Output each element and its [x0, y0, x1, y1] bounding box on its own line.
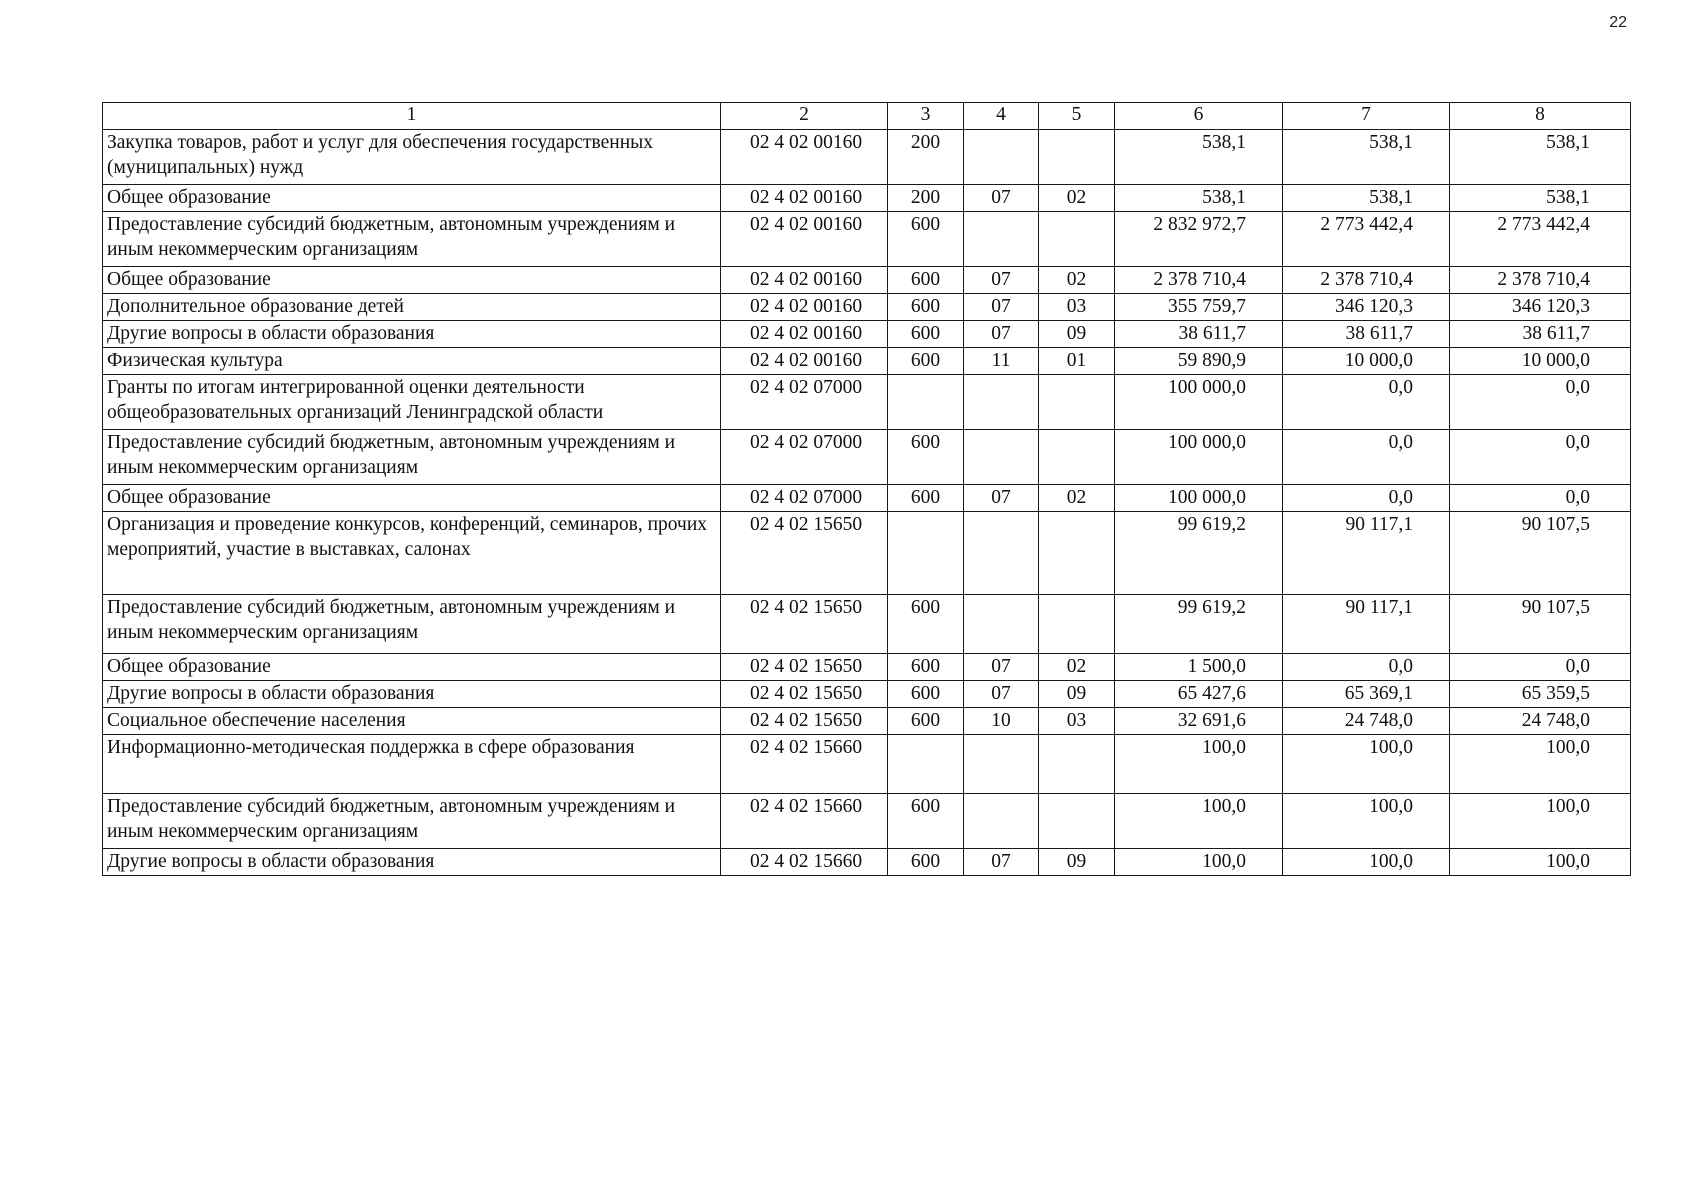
cell-expense-type: 600 — [888, 212, 964, 267]
cell-subsection: 03 — [1039, 708, 1115, 735]
cell-target-article: 02 4 02 00160 — [721, 348, 888, 375]
cell-value-col8: 100,0 — [1450, 794, 1631, 849]
cell-value-col7: 100,0 — [1283, 794, 1450, 849]
cell-value-col7: 538,1 — [1283, 185, 1450, 212]
cell-value-col8: 90 107,5 — [1450, 595, 1631, 654]
cell-name: Предоставление субсидий бюджетным, автономным учреждениям и иным некоммерческим организациям — [103, 595, 721, 654]
page-number: 22 — [1609, 14, 1627, 31]
cell-section: 07 — [964, 849, 1039, 876]
cell-value-col7: 0,0 — [1283, 430, 1450, 485]
cell-value-col8: 538,1 — [1450, 130, 1631, 185]
cell-section — [964, 212, 1039, 267]
cell-expense-type: 600 — [888, 708, 964, 735]
cell-value-col7: 24 748,0 — [1283, 708, 1450, 735]
cell-value-col7: 538,1 — [1283, 130, 1450, 185]
col-header-4: 4 — [964, 103, 1039, 130]
header-row — [103, 103, 1631, 130]
cell-name: Другие вопросы в области образования — [103, 321, 721, 348]
cell-value-col6: 65 427,6 — [1115, 681, 1283, 708]
table-row — [103, 654, 1631, 681]
cell-name: Общее образование — [103, 185, 721, 212]
cell-value-col7: 0,0 — [1283, 485, 1450, 512]
table-row — [103, 512, 1631, 595]
cell-section — [964, 794, 1039, 849]
cell-name: Общее образование — [103, 267, 721, 294]
cell-value-col6: 99 619,2 — [1115, 595, 1283, 654]
cell-value-col7: 100,0 — [1283, 735, 1450, 794]
table-row — [103, 681, 1631, 708]
cell-subsection: 01 — [1039, 348, 1115, 375]
table-row — [103, 430, 1631, 485]
cell-subsection — [1039, 595, 1115, 654]
table-row — [103, 130, 1631, 185]
cell-name: Предоставление субсидий бюджетным, автономным учреждениям и иным некоммерческим организациям — [103, 794, 721, 849]
col-header-7: 7 — [1283, 103, 1450, 130]
cell-section — [964, 595, 1039, 654]
table-row — [103, 185, 1631, 212]
cell-target-article: 02 4 02 00160 — [721, 185, 888, 212]
table-row — [103, 375, 1631, 430]
cell-name: Общее образование — [103, 485, 721, 512]
cell-subsection — [1039, 512, 1115, 595]
cell-subsection: 02 — [1039, 267, 1115, 294]
cell-value-col6: 100 000,0 — [1115, 430, 1283, 485]
cell-value-col8: 10 000,0 — [1450, 348, 1631, 375]
cell-value-col8: 346 120,3 — [1450, 294, 1631, 321]
col-header-6: 6 — [1115, 103, 1283, 130]
cell-target-article: 02 4 02 00160 — [721, 212, 888, 267]
cell-target-article: 02 4 02 07000 — [721, 375, 888, 430]
cell-expense-type: 600 — [888, 294, 964, 321]
cell-value-col8: 38 611,7 — [1450, 321, 1631, 348]
cell-section: 07 — [964, 681, 1039, 708]
table-row — [103, 708, 1631, 735]
cell-value-col8: 0,0 — [1450, 485, 1631, 512]
table-row — [103, 849, 1631, 876]
cell-expense-type: 200 — [888, 130, 964, 185]
cell-value-col8: 0,0 — [1450, 430, 1631, 485]
table-row — [103, 212, 1631, 267]
cell-target-article: 02 4 02 15660 — [721, 794, 888, 849]
cell-value-col8: 0,0 — [1450, 654, 1631, 681]
cell-expense-type: 600 — [888, 681, 964, 708]
cell-expense-type: 600 — [888, 849, 964, 876]
cell-value-col7: 90 117,1 — [1283, 512, 1450, 595]
cell-subsection: 09 — [1039, 321, 1115, 348]
cell-expense-type — [888, 375, 964, 430]
cell-expense-type — [888, 512, 964, 595]
table-row — [103, 735, 1631, 794]
cell-expense-type: 600 — [888, 595, 964, 654]
cell-subsection — [1039, 212, 1115, 267]
cell-value-col6: 32 691,6 — [1115, 708, 1283, 735]
cell-value-col8: 2 773 442,4 — [1450, 212, 1631, 267]
cell-name: Информационно-методическая поддержка в сфере образования — [103, 735, 721, 794]
cell-value-col7: 346 120,3 — [1283, 294, 1450, 321]
cell-value-col7: 0,0 — [1283, 654, 1450, 681]
cell-value-col7: 38 611,7 — [1283, 321, 1450, 348]
table-row — [103, 321, 1631, 348]
cell-value-col6: 99 619,2 — [1115, 512, 1283, 595]
cell-subsection: 09 — [1039, 681, 1115, 708]
table-header — [103, 103, 1631, 130]
cell-section: 07 — [964, 321, 1039, 348]
cell-name: Дополнительное образование детей — [103, 294, 721, 321]
cell-target-article: 02 4 02 00160 — [721, 267, 888, 294]
cell-subsection — [1039, 794, 1115, 849]
cell-section: 07 — [964, 267, 1039, 294]
col-header-5: 5 — [1039, 103, 1115, 130]
cell-section — [964, 130, 1039, 185]
cell-value-col8: 100,0 — [1450, 735, 1631, 794]
cell-subsection — [1039, 130, 1115, 185]
cell-expense-type: 600 — [888, 485, 964, 512]
cell-value-col8: 90 107,5 — [1450, 512, 1631, 595]
cell-target-article: 02 4 02 15650 — [721, 654, 888, 681]
table-body — [103, 130, 1631, 876]
cell-subsection: 02 — [1039, 485, 1115, 512]
cell-name: Организация и проведение конкурсов, конференций, семинаров, прочих мероприятий, участие в выставках, салонах — [103, 512, 721, 595]
cell-expense-type: 600 — [888, 654, 964, 681]
cell-section — [964, 430, 1039, 485]
cell-expense-type: 600 — [888, 430, 964, 485]
cell-subsection: 02 — [1039, 185, 1115, 212]
cell-value-col6: 1 500,0 — [1115, 654, 1283, 681]
cell-section — [964, 735, 1039, 794]
cell-section — [964, 512, 1039, 595]
cell-value-col8: 24 748,0 — [1450, 708, 1631, 735]
cell-expense-type: 600 — [888, 348, 964, 375]
cell-section — [964, 375, 1039, 430]
cell-subsection: 02 — [1039, 654, 1115, 681]
cell-value-col6: 100,0 — [1115, 794, 1283, 849]
cell-name: Другие вопросы в области образования — [103, 681, 721, 708]
col-header-2: 2 — [721, 103, 888, 130]
cell-value-col6: 2 378 710,4 — [1115, 267, 1283, 294]
cell-name: Физическая культура — [103, 348, 721, 375]
cell-subsection — [1039, 735, 1115, 794]
cell-name: Предоставление субсидий бюджетным, автономным учреждениям и иным некоммерческим организациям — [103, 212, 721, 267]
cell-section: 07 — [964, 654, 1039, 681]
cell-name: Предоставление субсидий бюджетным, автономным учреждениям и иным некоммерческим организациям — [103, 430, 721, 485]
cell-value-col8: 538,1 — [1450, 185, 1631, 212]
cell-value-col6: 2 832 972,7 — [1115, 212, 1283, 267]
cell-target-article: 02 4 02 00160 — [721, 294, 888, 321]
table-row — [103, 348, 1631, 375]
cell-subsection: 09 — [1039, 849, 1115, 876]
cell-section: 07 — [964, 294, 1039, 321]
cell-subsection: 03 — [1039, 294, 1115, 321]
cell-value-col7: 65 369,1 — [1283, 681, 1450, 708]
cell-value-col6: 38 611,7 — [1115, 321, 1283, 348]
cell-name: Общее образование — [103, 654, 721, 681]
cell-name: Социальное обеспечение населения — [103, 708, 721, 735]
cell-value-col8: 100,0 — [1450, 849, 1631, 876]
cell-value-col7: 0,0 — [1283, 375, 1450, 430]
cell-value-col8: 2 378 710,4 — [1450, 267, 1631, 294]
cell-value-col8: 0,0 — [1450, 375, 1631, 430]
cell-expense-type: 200 — [888, 185, 964, 212]
cell-value-col6: 100,0 — [1115, 735, 1283, 794]
cell-target-article: 02 4 02 15650 — [721, 681, 888, 708]
cell-expense-type: 600 — [888, 321, 964, 348]
cell-target-article: 02 4 02 15650 — [721, 595, 888, 654]
cell-value-col6: 100 000,0 — [1115, 485, 1283, 512]
cell-section: 11 — [964, 348, 1039, 375]
col-header-8: 8 — [1450, 103, 1631, 130]
cell-expense-type: 600 — [888, 794, 964, 849]
cell-target-article: 02 4 02 00160 — [721, 321, 888, 348]
cell-target-article: 02 4 02 15650 — [721, 512, 888, 595]
cell-name: Закупка товаров, работ и услуг для обеспечения государственных (муниципальных) нужд — [103, 130, 721, 185]
cell-expense-type — [888, 735, 964, 794]
cell-value-col7: 2 378 710,4 — [1283, 267, 1450, 294]
table-row — [103, 267, 1631, 294]
cell-target-article: 02 4 02 00160 — [721, 130, 888, 185]
cell-value-col6: 538,1 — [1115, 185, 1283, 212]
cell-section: 07 — [964, 485, 1039, 512]
budget-table — [102, 102, 1631, 876]
cell-value-col8: 65 359,5 — [1450, 681, 1631, 708]
cell-target-article: 02 4 02 15650 — [721, 708, 888, 735]
table-row — [103, 294, 1631, 321]
cell-target-article: 02 4 02 07000 — [721, 485, 888, 512]
cell-subsection — [1039, 430, 1115, 485]
cell-value-col7: 100,0 — [1283, 849, 1450, 876]
cell-value-col7: 10 000,0 — [1283, 348, 1450, 375]
cell-name: Гранты по итогам интегрированной оценки деятельности общеобразовательных организаций Ленинградской области — [103, 375, 721, 430]
cell-value-col6: 100 000,0 — [1115, 375, 1283, 430]
col-header-1: 1 — [103, 103, 721, 130]
cell-target-article: 02 4 02 15660 — [721, 735, 888, 794]
cell-value-col7: 2 773 442,4 — [1283, 212, 1450, 267]
table-row — [103, 485, 1631, 512]
table-row — [103, 794, 1631, 849]
cell-value-col6: 59 890,9 — [1115, 348, 1283, 375]
cell-value-col7: 90 117,1 — [1283, 595, 1450, 654]
cell-value-col6: 355 759,7 — [1115, 294, 1283, 321]
cell-expense-type: 600 — [888, 267, 964, 294]
table-row — [103, 595, 1631, 654]
col-header-3: 3 — [888, 103, 964, 130]
cell-target-article: 02 4 02 15660 — [721, 849, 888, 876]
cell-value-col6: 538,1 — [1115, 130, 1283, 185]
cell-section: 10 — [964, 708, 1039, 735]
cell-name: Другие вопросы в области образования — [103, 849, 721, 876]
cell-value-col6: 100,0 — [1115, 849, 1283, 876]
cell-subsection — [1039, 375, 1115, 430]
cell-section: 07 — [964, 185, 1039, 212]
cell-target-article: 02 4 02 07000 — [721, 430, 888, 485]
